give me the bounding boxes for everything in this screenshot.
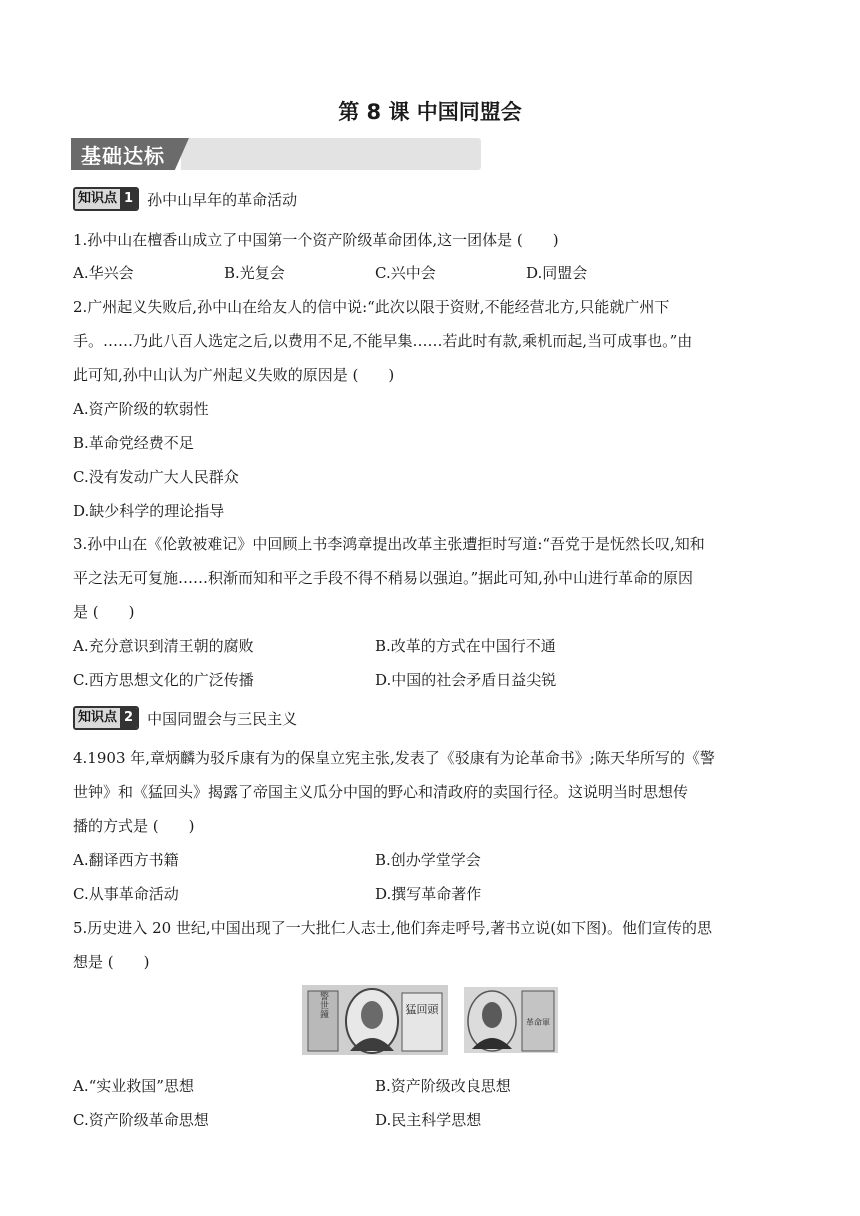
badge-label: 知识点: [75, 189, 120, 209]
q2-option-a: A.资产阶级的软弱性: [73, 400, 209, 418]
q5-option-b: B.资产阶级改良思想: [375, 1077, 511, 1095]
q4-option-d: D.撰写革命著作: [375, 885, 482, 903]
q2-option-c: C.没有发动广大人民群众: [73, 468, 239, 486]
banner-label: 基础达标: [81, 144, 165, 168]
knowledge-point-title: 孙中山早年的革命活动: [147, 190, 298, 209]
knowledge-point-title: 中国同盟会与三民主义: [147, 709, 298, 728]
q4-option-a: A.翻译西方书籍: [73, 851, 179, 869]
q4-option-c: C.从事革命活动: [73, 885, 179, 903]
q2-option-b: B.革命党经费不足: [73, 434, 194, 452]
q5-option-d: D.民主科学思想: [375, 1111, 482, 1129]
badge-number: 2: [120, 708, 137, 728]
q4-option-b: B.创办学堂学会: [375, 851, 481, 869]
figure-books-and-portraits: [302, 985, 558, 1055]
knowledge-point-badge: [73, 706, 139, 730]
question-4-line-2: 世钟》和《猛回头》揭露了帝国主义瓜分中国的野心和清政府的卖国行径。这说明当时思想传: [73, 783, 689, 801]
question-5-line-1: 5.历史进入 20 世纪,中国出现了一大批仁人志士,他们奔走呼号,著书立说(如下图)。他们宣传的思: [73, 919, 712, 937]
question-4-line-1: 4.1903 年,章炳麟为驳斥康有为的保皇立宪主张,发表了《驳康有为论革命书》;陈天华所写的《警: [73, 749, 715, 767]
q5-option-a: A.“实业救国”思想: [73, 1077, 194, 1095]
q3-option-d: D.中国的社会矛盾日益尖锐: [375, 671, 557, 689]
badge-number: 1: [120, 189, 137, 209]
book-1-title: 警世鐘: [318, 991, 328, 1019]
figure-image: [302, 985, 558, 1055]
question-2-line-2: 手。……乃此八百人选定之后,以费用不足,不能早集……若此时有款,乘机而起,当可成事也。”由: [73, 332, 693, 350]
q5-option-c: C.资产阶级革命思想: [73, 1111, 209, 1129]
book-3-title: 革命軍: [526, 1018, 550, 1027]
question-4-line-3: 播的方式是 ( ): [73, 817, 195, 835]
q1-option-d: D.同盟会: [526, 264, 588, 282]
q3-option-b: B.改革的方式在中国行不通: [375, 637, 556, 655]
question-2-line-1: 2.广州起义失败后,孙中山在给友人的信中说:“此次以限于资财,不能经营北方,只能就广州下: [73, 298, 670, 316]
q1-option-b: B.光复会: [224, 264, 285, 282]
q1-option-c: C.兴中会: [375, 264, 436, 282]
q3-option-c: C.西方思想文化的广泛传播: [73, 671, 254, 689]
question-1-text: 1.孙中山在檀香山成立了中国第一个资产阶级革命团体,这一团体是 ( ): [73, 231, 559, 249]
q1-option-a: A.华兴会: [73, 264, 134, 282]
knowledge-point-1-header: [73, 187, 297, 211]
question-3-line-2: 平之法无可复施……积渐而知和平之手段不得不稍易以强迫。”据此可知,孙中山进行革命的原因: [73, 569, 693, 587]
badge-label: 知识点: [75, 708, 120, 728]
question-2-line-3: 此可知,孙中山认为广州起义失败的原因是 ( ): [73, 366, 395, 384]
knowledge-point-badge: [73, 187, 139, 211]
question-3-line-1: 3.孙中山在《伦敦被难记》中回顾上书李鸿章提出改革主张遭拒时写道:“吾党于是怃然长叹,知和: [73, 535, 705, 553]
question-3-line-3: 是 ( ): [73, 603, 135, 621]
section-banner: [71, 138, 481, 170]
knowledge-point-2-header: [73, 706, 297, 730]
banner-background: [181, 138, 481, 170]
book-2-title: 猛回頭: [405, 1003, 439, 1016]
q2-option-d: D.缺少科学的理论指导: [73, 502, 225, 520]
question-5-line-2: 想是 ( ): [73, 953, 150, 971]
lesson-title: 第 8 课 中国同盟会: [338, 100, 522, 124]
q3-option-a: A.充分意识到清王朝的腐败: [73, 637, 254, 655]
